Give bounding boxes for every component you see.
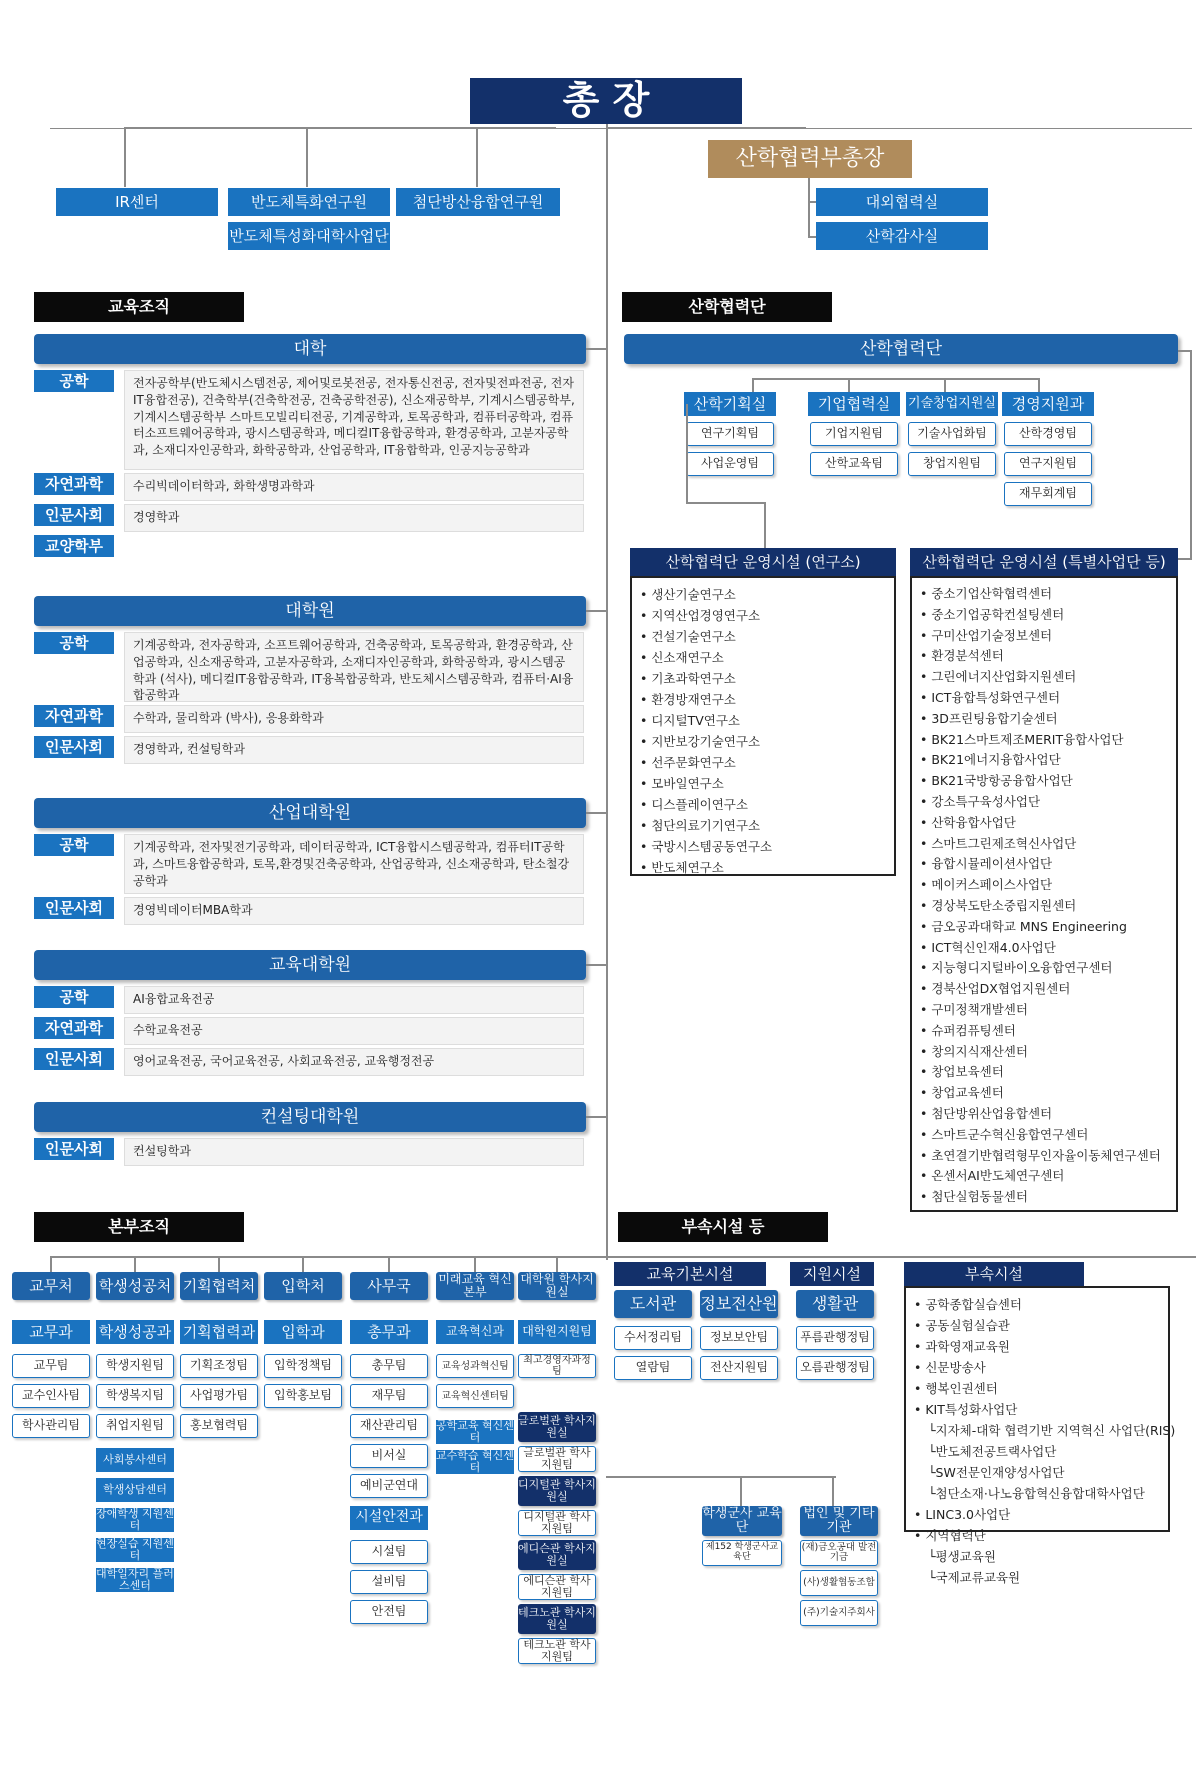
special-item: • 융합시뮬레이션사업단 (920, 854, 1168, 875)
special-item: • 스마트그린제조혁신사업단 (920, 834, 1168, 855)
hq-team: 입학정책팀 (264, 1354, 342, 1378)
connector-line (686, 404, 688, 504)
connector-line (808, 236, 816, 238)
region-sub-item: └평생교육원 (928, 1549, 996, 1564)
category-programs: 컨설팅학과 (124, 1138, 584, 1166)
hq-team: 학사관리팀 (12, 1414, 90, 1438)
category-programs: 수학과, 물리학과 (박사), 응용화학과 (124, 705, 584, 733)
category-programs: 경영학과 (124, 504, 584, 532)
hq-division: 입학처 (264, 1272, 342, 1300)
attached-item: • 지역협력단 (914, 1528, 986, 1543)
hq-team: 예비군연대 (350, 1474, 428, 1498)
section-edu: 교육조직 (34, 292, 244, 322)
special-item: • 첨단실험동물센터 (920, 1187, 1168, 1208)
corp-item: (사)생활협동조합 (800, 1570, 878, 1596)
vp-unit: 대외협력실 (816, 188, 988, 216)
special-item: • 환경분석센터 (920, 646, 1168, 667)
connector-line (752, 378, 1038, 380)
attached-list (904, 1286, 1176, 1585)
attached-item: • 과학영재교육원 (914, 1339, 1010, 1354)
top-unit: 반도체특성화대학사업단 (228, 222, 390, 250)
connector-line (1190, 350, 1192, 560)
iucf-header: 산학협력단 (624, 334, 1178, 364)
campus-office: 테크노관 학사지원실 (518, 1604, 596, 1634)
connector-line (808, 178, 810, 238)
connector-line (764, 502, 766, 550)
attached-item: • 공동실험실습관 (914, 1318, 1010, 1333)
iucf-dept: 기술창업지원실 (906, 392, 998, 416)
hq-center: 현장실습 지원센터 (96, 1536, 174, 1562)
campus-office: 에디슨관 학사지원실 (518, 1540, 596, 1570)
connector-line (606, 1476, 836, 1478)
safety-team: 설비팀 (350, 1570, 428, 1594)
hq-division: 학생성공처 (96, 1272, 174, 1300)
corp-item: (재)금오공대 발전기금 (800, 1540, 878, 1566)
section-iucf: 산학협력단 (622, 292, 832, 322)
edu-basic-title: 교육기본시설 (614, 1262, 766, 1286)
special-item: • 창업보육센터 (920, 1062, 1168, 1083)
hq-sub: 대학원지원팀 (518, 1320, 596, 1344)
special-item: • 경상북도탄소중립지원센터 (920, 896, 1168, 917)
vp-unit: 산학감사실 (816, 222, 988, 250)
hq-team: 재산관리팀 (350, 1414, 428, 1438)
lab-item: • 첨단의료기기연구소 (640, 815, 886, 836)
edu-unit: 정보전산원 (700, 1290, 778, 1318)
connector-line (606, 1256, 1196, 1258)
special-item: • 중소기업공학컨설팅센터 (920, 605, 1168, 626)
campus-team: 에디슨관 학사지원팀 (518, 1574, 596, 1600)
hq-team: 학생지원팀 (96, 1354, 174, 1378)
hq-team: 재무팀 (350, 1384, 428, 1408)
hq-division: 미래교육 혁신본부 (436, 1272, 514, 1300)
category-label: 인문사회 (34, 504, 114, 526)
hq-team: 총무팀 (350, 1354, 428, 1378)
hq-center: 대학일자리 플러스센터 (96, 1566, 174, 1592)
edu-team: 정보보안팀 (700, 1326, 778, 1350)
hq-team: 홍보협력팀 (180, 1414, 258, 1438)
special-item: • 그린에너지산업화지원센터 (920, 667, 1168, 688)
hq-sub: 기획협력과 (180, 1320, 258, 1344)
hq-team: 교육성과혁신팀 (436, 1354, 514, 1378)
hq-team: 기획조정팀 (180, 1354, 258, 1378)
safety-team: 시설팀 (350, 1540, 428, 1564)
hq-sub: 교육혁신과 (436, 1320, 514, 1344)
category-programs: 전자공학부(반도체시스템전공, 제어및로봇전공, 전자통신전공, 전자및전파전공, 전자IT융합전공), 건축학부(건축학전공, 건축공학전공), 신소재공학부, 기계시스템공학부, 기계시스템공학부 스마트모빌리티전공, 기계공학과, 토목공학과, 컴퓨터공학과, 컴퓨터소프트웨어공학과, 광시스템공학과, 메디컬IT융합공학과, 환경공학과, 고분자공학과, 소재디자인공학과, 화학공학과, 산업공학과, IT융합학과, 인공지능공학과 (124, 370, 584, 470)
special-item: • 경북산업DX협업지원센터 (920, 979, 1168, 1000)
lab-item: • 건설기술연구소 (640, 626, 886, 647)
category-label: 자연과학 (34, 705, 114, 727)
hq-team: 교육혁신센터팀 (436, 1384, 514, 1408)
iucf-team: 사업운영팀 (686, 452, 774, 476)
connector-line (124, 127, 556, 129)
campus-office: 디지털관 학사지원실 (518, 1476, 596, 1506)
category-label: 공학 (34, 370, 114, 392)
attached-item: • LINC3.0사업단 (914, 1507, 1011, 1522)
special-item: • 금오공과대학교 MNS Engineering (920, 917, 1168, 938)
hq-team: 입학홍보팀 (264, 1384, 342, 1408)
section-hq: 본부조직 (34, 1212, 244, 1242)
special-item: • 산학융합사업단 (920, 813, 1168, 834)
corp-item: (주)기술지주회사 (800, 1600, 878, 1626)
connector-line (586, 812, 608, 814)
category-programs: 수학교육전공 (124, 1017, 584, 1045)
special-item: • 슈퍼컴퓨팅센터 (920, 1021, 1168, 1042)
category-label: 인문사회 (34, 1048, 114, 1070)
hq-team: 교무팀 (12, 1354, 90, 1378)
college-header: 컨설팅대학원 (34, 1102, 586, 1132)
special-item: • 창업교육센터 (920, 1083, 1168, 1104)
kit-sub-item: └SW전문인재양성사업단 (928, 1465, 1065, 1480)
campus-office: 글로벌관 학사지원실 (518, 1412, 596, 1442)
military-sub: 제152 학생군사교육단 (702, 1540, 782, 1566)
labs-list (630, 576, 896, 876)
special-item: • 초연결기반협력형무인자율이동체연구센터 (920, 1146, 1168, 1167)
hq-team: 취업지원팀 (96, 1414, 174, 1438)
lab-item: • 국방시스템공동연구소 (640, 836, 886, 857)
safety-dept: 시설안전과 (350, 1506, 428, 1530)
military-box: 학생군사 교육단 (702, 1505, 782, 1535)
special-item: • 창의지식재산센터 (920, 1042, 1168, 1063)
lab-item: • 기초과학연구소 (640, 668, 886, 689)
category-programs: 경영빅데이터MBA학과 (124, 897, 584, 925)
attached-title: 부속시설 (904, 1262, 1084, 1286)
category-label: 공학 (34, 986, 114, 1008)
hq-division: 대학원 학사지원실 (518, 1272, 596, 1300)
connector-line (476, 127, 478, 187)
attached-item: • KIT특성화사업단 (914, 1402, 1018, 1417)
corp-box: 법인 및 기타기관 (800, 1506, 878, 1536)
special-item: • ICT융합특성화연구센터 (920, 688, 1168, 709)
special-item: • BK21스마트제조MERIT융합사업단 (920, 730, 1168, 751)
connector-line (388, 1256, 390, 1272)
college-header: 대학원 (34, 596, 586, 626)
connector-line (944, 378, 946, 392)
kit-sub-item: └지자체-대학 협력기반 지역혁신 사업단(RIS) (928, 1423, 1176, 1438)
connector-line (50, 1256, 52, 1272)
edu-team: 열람팀 (614, 1356, 692, 1380)
lab-item: • 생산기술연구소 (640, 584, 886, 605)
lab-item: • 선주문화연구소 (640, 752, 886, 773)
campus-team: 글로벌관 학사지원팀 (518, 1446, 596, 1472)
hq-division: 사무국 (350, 1272, 428, 1300)
category-programs: AI융합교육전공 (124, 986, 584, 1014)
special-item: • 지능형디지털바이오융합연구센터 (920, 958, 1168, 979)
connector-line (586, 610, 608, 612)
hq-sub: 총무과 (350, 1320, 428, 1344)
iucf-team: 재무회계팀 (1004, 482, 1092, 506)
special-item: • 구미정책개발센터 (920, 1000, 1168, 1021)
connector-line (752, 378, 754, 392)
special-item: • BK21에너지융합사업단 (920, 750, 1168, 771)
iucf-team: 산학경영팀 (1004, 422, 1092, 446)
connector-line (808, 201, 816, 203)
region-sub-item: └국제교류교육원 (928, 1570, 1021, 1585)
top-unit: IR센터 (56, 188, 218, 216)
lab-item: • 디지털TV연구소 (640, 710, 886, 731)
category-programs: 기계공학과, 전자공학과, 소프트웨어공학과, 건축공학과, 토목공학과, 환경공학과, 산업공학과, 신소재공학과, 고분자공학과, 소재디자인공학과, 화학공학과, 광시스템공학과 (석사), 메디컬IT융합공학과, IT융복합공학과, 반도체시스템공학과, 컴퓨터·AI융합공학과 (124, 632, 584, 702)
lab-item: • 모바일연구소 (640, 773, 886, 794)
special-item: • 스마트군수혁신융합연구센터 (920, 1125, 1168, 1146)
special-item: • 온센서AI반도체연구센터 (920, 1166, 1168, 1187)
section-attached: 부속시설 등 (618, 1212, 828, 1242)
labs-title: 산학협력단 운영시설 (연구소) (630, 548, 896, 576)
connector-line (302, 1256, 304, 1272)
connector-line (1038, 378, 1040, 392)
special-list (910, 576, 1178, 1212)
connector-line (586, 964, 608, 966)
edu-team: 수서정리팀 (614, 1326, 692, 1350)
category-label: 공학 (34, 632, 114, 654)
hq-center: 교수학습 혁신센터 (436, 1448, 514, 1474)
attached-item: • 신문방송사 (914, 1360, 986, 1375)
connector-line (306, 127, 308, 187)
lab-item: • 반도체연구소 (640, 857, 886, 878)
hq-team: 학생복지팀 (96, 1384, 174, 1408)
iucf-team: 기업지원팀 (810, 422, 898, 446)
special-item: • ICT혁신인재4.0사업단 (920, 938, 1168, 959)
connector-line (134, 1256, 136, 1272)
support-team: 푸름관행정팀 (796, 1326, 874, 1350)
hq-center: 공학교육 혁신센터 (436, 1418, 514, 1444)
special-item: • 메이커스페이스사업단 (920, 875, 1168, 896)
support-title: 지원시설 (790, 1262, 874, 1286)
support-unit: 생활관 (796, 1290, 874, 1318)
iucf-dept: 산학기획실 (684, 392, 776, 416)
attached-item: • 행복인권센터 (914, 1381, 998, 1396)
category-programs: 수리빅데이터학과, 화학생명과학과 (124, 473, 584, 501)
category-programs: 경영학과, 컨설팅학과 (124, 736, 584, 764)
connector-line (686, 502, 766, 504)
category-label: 인문사회 (34, 736, 114, 758)
lab-item: • 지반보강기술연구소 (640, 731, 886, 752)
connector-line (606, 110, 608, 1260)
iucf-team: 창업지원팀 (908, 452, 996, 476)
special-item: • 강소특구육성사업단 (920, 792, 1168, 813)
connector-line (848, 378, 850, 392)
connector-line (556, 1256, 558, 1272)
president-box: 총 장 (470, 78, 742, 124)
iucf-team: 연구지원팀 (1004, 452, 1092, 476)
hq-sub: 학생성공과 (96, 1320, 174, 1344)
hq-division: 기획협력처 (180, 1272, 258, 1300)
kit-sub-item: └첨단소재·나노융합혁신융합대학사업단 (928, 1486, 1145, 1501)
top-unit: 첨단방산융합연구원 (396, 188, 560, 216)
category-label: 자연과학 (34, 473, 114, 495)
connector-line (586, 1116, 608, 1118)
lab-item: • 신소재연구소 (640, 647, 886, 668)
lab-item: • 지역산업경영연구소 (640, 605, 886, 626)
special-item: • BK21국방항공융합사업단 (920, 771, 1168, 792)
hq-center: 학생상담센터 (96, 1478, 174, 1502)
iucf-team: 기술사업화팀 (908, 422, 996, 446)
iucf-team: 산학교육팀 (810, 452, 898, 476)
hq-division: 교무처 (12, 1272, 90, 1300)
kit-sub-item: └반도체전공트랙사업단 (928, 1444, 1057, 1459)
connector-line (218, 1256, 220, 1272)
support-team: 오름관행정팀 (796, 1356, 874, 1380)
lab-item: • 환경방재연구소 (640, 689, 886, 710)
lab-item: • 디스플레이연구소 (640, 794, 886, 815)
college-header: 교육대학원 (34, 950, 586, 980)
connector-line (474, 1256, 476, 1272)
connector-line (740, 1476, 742, 1506)
category-label: 자연과학 (34, 1017, 114, 1039)
connector-line (124, 127, 126, 187)
campus-team: 테크노관 학사지원팀 (518, 1638, 596, 1664)
hq-sub: 입학과 (264, 1320, 342, 1344)
category-label: 인문사회 (34, 897, 114, 919)
edu-unit: 도서관 (614, 1290, 692, 1318)
special-item: • 3D프린팅융합기술센터 (920, 709, 1168, 730)
college-header: 대학 (34, 334, 586, 364)
hq-team: 교수인사팀 (12, 1384, 90, 1408)
category-programs: 영어교육전공, 국어교육전공, 사회교육전공, 교육행정전공 (124, 1048, 584, 1076)
hq-center: 장애학생 지원센터 (96, 1506, 174, 1532)
iucf-dept: 기업협력실 (808, 392, 900, 416)
hq-team: 사업평가팀 (180, 1384, 258, 1408)
category-label: 인문사회 (34, 1138, 114, 1160)
special-item: • 구미산업기술정보센터 (920, 626, 1168, 647)
safety-team: 안전팀 (350, 1600, 428, 1624)
edu-team: 전산지원팀 (700, 1356, 778, 1380)
special-title: 산학협력단 운영시설 (특별사업단 등) (910, 548, 1178, 576)
connector-line (606, 127, 806, 129)
connector-line (832, 1476, 834, 1506)
hq-team: 최고경영자과정팀 (518, 1354, 596, 1378)
attached-item: • 공학종합실습센터 (914, 1297, 1022, 1312)
category-label: 공학 (34, 834, 114, 856)
iucf-team: 연구기획팀 (686, 422, 774, 446)
hq-center: 사회봉사센터 (96, 1448, 174, 1472)
hq-sub: 교무과 (12, 1320, 90, 1344)
iucf-dept: 경영지원과 (1002, 392, 1094, 416)
vp-research-box: 산학협력부총장 (708, 140, 912, 178)
top-unit: 반도체특화연구원 (228, 188, 390, 216)
special-item: • 첨단방위산업융합센터 (920, 1104, 1168, 1125)
campus-team: 디지털관 학사지원팀 (518, 1510, 596, 1536)
category-programs: 기계공학과, 전자및전기공학과, 데이터공학과, ICT융합시스템공학과, 컴퓨터IT공학과, 스마트융합공학과, 토목,환경및건축공학과, 산업공학과, 신소재공학과, 탄소철강공학과 (124, 834, 584, 894)
connector-line (586, 348, 608, 350)
special-item: • 중소기업산학협력센터 (920, 584, 1168, 605)
college-header: 산업대학원 (34, 798, 586, 828)
category-label: 교양학부 (34, 535, 114, 557)
hq-team: 비서실 (350, 1444, 428, 1468)
